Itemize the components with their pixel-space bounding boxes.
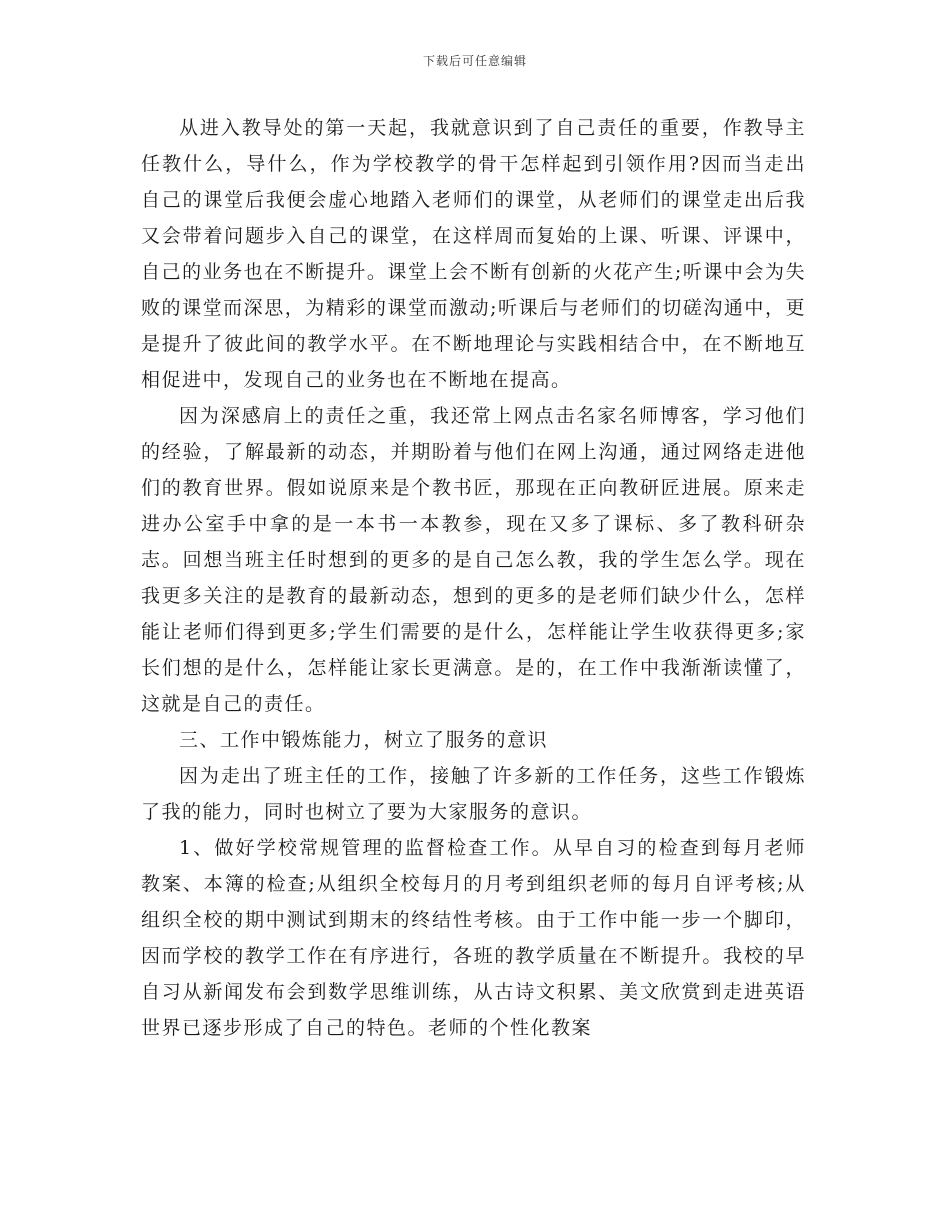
paragraph-new-tasks: 因为走出了班主任的工作，接触了许多新的工作任务，这些工作锻炼了我的能力，同时也树立了要为大家服务的意识。 [141, 765, 806, 823]
paragraph-online-learning: 因为深感肩上的责任之重，我还常上网点击名家名师博客，学习他们的经验，了解最新的动态，并期盼着与他们在网上沟通，通过网络走进他们的教育世界。假如说原来是个教书匠，那现在正向教研匠进展。原来走进办公室手中拿的是一本书一本教参，现在又多了课标、多了教科研杂志。回想当班主任时想到的更多的是自己怎么教，我的学生怎么学。现在我更多关注的是教育的最新动态，想到的更多的是老师们缺少什么，怎样能让老师们得到更多;学生们需要的是什么，怎样能让学生收获得更多;家长们想的是什么，怎样能让家长更满意。是的，在工作中我渐渐读懂了，这就是自己的责任。 [141, 405, 806, 715]
paragraph-responsibility: 从进入教导处的第一天起，我就意识到了自己责任的重要，作教导主任教什么，导什么，作为学校教学的骨干怎样起到引领作用?因而当走出自己的课堂后我便会虚心地踏入老师们的课堂，从老师们的课堂走出后我又会带着问题步入自己的课堂，在这样周而复始的上课、听课、评课中，自己的业务也在不断提升。课堂上会不断有创新的火花产生;听课中会为失败的课堂而深思，为精彩的课堂而激动;听课后与老师们的切磋沟通中，更是提升了彼此间的教学水平。在不断地理论与实践相结合中，在不断地互相促进中，发现自己的业务也在不断地在提高。 [141, 117, 806, 391]
section-heading-service: 三、工作中锻炼能力，树立了服务的意识 [179, 729, 549, 751]
page-header: 下载后可任意编辑 [422, 54, 527, 68]
document-body [141, 110, 806, 1046]
paragraph-routine-management: 1、做好学校常规管理的监督检查工作。从早自习的检查到每月老师教案、本簿的检查;从组织全校每月的月考到组织老师的每月自评考核;从组织全校的期中测试到期末的终结性考核。由于工作中能一步一个脚印，因而学校的教学工作在有序进行，各班的教学质量在不断提升。我校的早自习从新闻发布会到数学思维训练，从古诗文积累、美文欣赏到走进英语世界已逐步形成了自己的特色。老师的个性化教案 [141, 837, 806, 1039]
